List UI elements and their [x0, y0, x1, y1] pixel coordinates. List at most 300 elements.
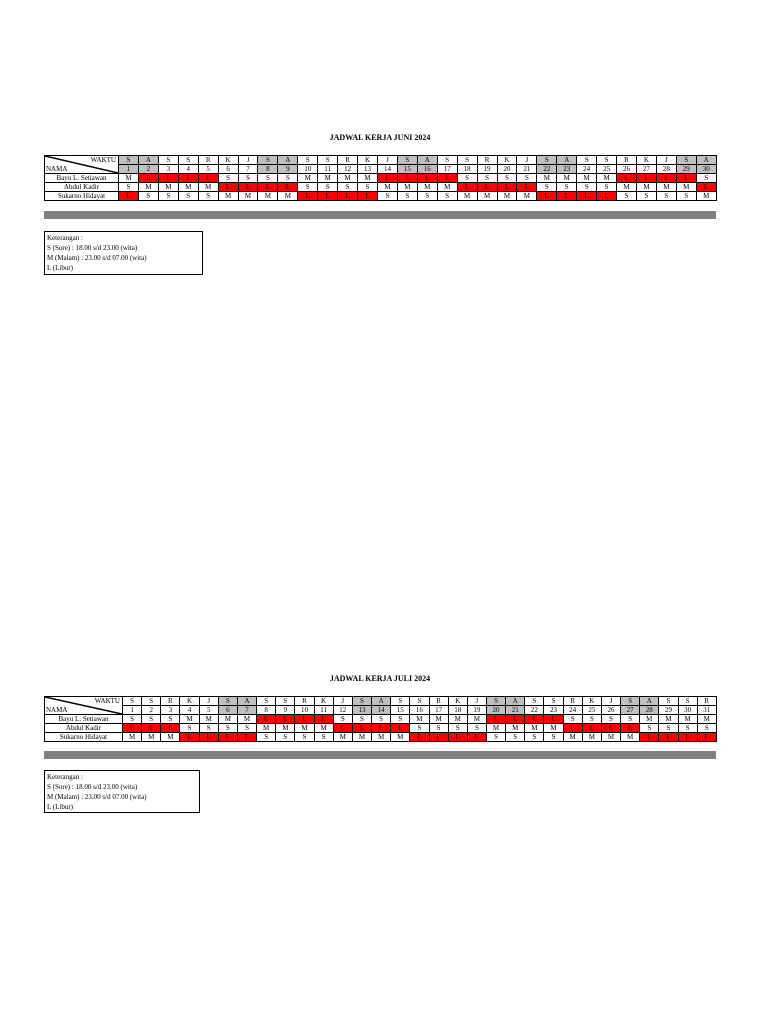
date-cell: 26: [617, 165, 637, 174]
shift-cell: L: [497, 183, 517, 192]
date-cell: 11: [318, 165, 338, 174]
shift-cell: M: [429, 715, 448, 724]
day-letter-cell: S: [142, 697, 161, 706]
shift-cell: S: [617, 192, 637, 201]
shift-cell: S: [448, 724, 467, 733]
shift-cell: L: [577, 192, 597, 201]
shift-cell: L: [295, 715, 314, 724]
day-letter-cell: J: [656, 156, 676, 165]
shift-cell: S: [276, 733, 295, 742]
shift-cell: L: [178, 174, 198, 183]
shift-cell: M: [142, 733, 161, 742]
shift-cell: M: [218, 192, 238, 201]
header-corner-cell: [45, 156, 119, 174]
shift-cell: M: [333, 733, 352, 742]
date-cell: 8: [257, 706, 276, 715]
shift-cell: L: [563, 724, 582, 733]
day-letter-cell: S: [397, 156, 417, 165]
shift-cell: M: [237, 715, 256, 724]
date-cell: 19: [467, 706, 486, 715]
date-cell: 24: [577, 165, 597, 174]
shift-cell: L: [429, 733, 448, 742]
shift-cell: L: [237, 733, 256, 742]
day-letter-cell: S: [218, 697, 237, 706]
shift-cell: L: [557, 192, 577, 201]
shift-cell: S: [676, 192, 696, 201]
shift-cell: M: [298, 174, 318, 183]
shift-cell: M: [180, 715, 199, 724]
shift-cell: S: [636, 192, 656, 201]
shift-cell: L: [276, 715, 295, 724]
shift-cell: L: [506, 715, 525, 724]
day-letter-cell: J: [601, 697, 620, 706]
shift-cell: L: [298, 192, 318, 201]
date-cell: 31: [697, 706, 716, 715]
date-cell: 27: [636, 165, 656, 174]
date-cell: 14: [377, 165, 397, 174]
date-cell: 3: [158, 165, 178, 174]
shift-cell: M: [119, 174, 139, 183]
shift-cell: M: [338, 174, 358, 183]
employee-row: [45, 724, 717, 733]
day-letter-cell: A: [506, 697, 525, 706]
date-cell: 13: [358, 165, 378, 174]
shift-cell: L: [448, 733, 467, 742]
shift-cell: S: [557, 183, 577, 192]
shift-cell: L: [198, 174, 218, 183]
legend-heading: Keterangan :: [47, 773, 83, 781]
shift-cell: M: [621, 733, 640, 742]
day-letter-cell: J: [517, 156, 537, 165]
shift-cell: S: [582, 715, 601, 724]
shift-cell: S: [138, 192, 158, 201]
shift-cell: L: [659, 733, 678, 742]
shift-cell: S: [537, 183, 557, 192]
day-letter-cell: A: [237, 697, 256, 706]
shift-cell: S: [333, 715, 352, 724]
shift-cell: L: [477, 183, 497, 192]
shift-cell: S: [497, 174, 517, 183]
day-letter-cell: S: [437, 156, 457, 165]
schedule-table-june: [44, 155, 717, 201]
shift-cell: S: [352, 715, 371, 724]
shift-cell: S: [437, 192, 457, 201]
shift-cell: L: [372, 724, 391, 733]
shift-cell: S: [486, 733, 505, 742]
shift-cell: M: [678, 715, 697, 724]
shift-cell: M: [563, 733, 582, 742]
date-cell: 17: [429, 706, 448, 715]
shift-cell: M: [138, 183, 158, 192]
shift-cell: M: [697, 715, 716, 724]
shift-cell: S: [238, 174, 258, 183]
header-corner-cell: [45, 697, 123, 715]
date-cell: 8: [258, 165, 278, 174]
day-letter-cell: J: [333, 697, 352, 706]
day-letter-cell: S: [659, 697, 678, 706]
schedule-title-july: JADWAL KERJA JULI 2024: [329, 674, 431, 683]
shift-cell: L: [597, 192, 617, 201]
day-letter-cell: R: [617, 156, 637, 165]
shift-cell: M: [506, 724, 525, 733]
shift-cell: M: [199, 715, 218, 724]
shift-cell: M: [448, 715, 467, 724]
day-letter-cell: R: [477, 156, 497, 165]
date-row: [45, 706, 717, 715]
shift-cell: M: [659, 715, 678, 724]
day-letter-cell: K: [314, 697, 333, 706]
date-cell: 6: [218, 165, 238, 174]
date-cell: 18: [457, 165, 477, 174]
date-cell: 7: [238, 165, 258, 174]
day-letter-cell: J: [199, 697, 218, 706]
shift-cell: L: [617, 174, 637, 183]
day-letter-cell: K: [180, 697, 199, 706]
shift-cell: L: [218, 733, 237, 742]
day-letter-cell: S: [537, 156, 557, 165]
shift-cell: L: [621, 724, 640, 733]
date-cell: 25: [597, 165, 617, 174]
shift-cell: S: [597, 183, 617, 192]
shift-cell: L: [486, 715, 505, 724]
shift-cell: M: [497, 192, 517, 201]
shift-cell: S: [656, 192, 676, 201]
day-letter-cell: R: [161, 697, 180, 706]
shift-cell: M: [278, 192, 298, 201]
day-letter-cell: A: [417, 156, 437, 165]
date-cell: 22: [525, 706, 544, 715]
shift-cell: M: [372, 733, 391, 742]
shift-cell: S: [525, 733, 544, 742]
day-letter-cell: K: [582, 697, 601, 706]
shift-cell: S: [517, 174, 537, 183]
day-letter-cell: R: [295, 697, 314, 706]
day-letter-cell: S: [544, 697, 563, 706]
shift-cell: L: [525, 715, 544, 724]
legend-box-june: [44, 231, 203, 275]
shift-cell: S: [358, 183, 378, 192]
date-cell: 3: [161, 706, 180, 715]
shift-cell: M: [656, 183, 676, 192]
date-cell: 22: [537, 165, 557, 174]
employee-name-cell: Sukarno Hidayat: [45, 192, 119, 201]
shift-cell: S: [119, 183, 139, 192]
employee-name-cell: Bayu L. Setiawan: [45, 174, 119, 183]
shift-cell: M: [696, 192, 716, 201]
employee-name-cell: Bayu L. Setiawan: [45, 715, 123, 724]
date-cell: 16: [410, 706, 429, 715]
day-letter-cell: R: [697, 697, 716, 706]
shift-cell: L: [636, 174, 656, 183]
day-letter-cell: S: [119, 156, 139, 165]
day-letter-cell: R: [198, 156, 218, 165]
shift-cell: M: [636, 183, 656, 192]
date-cell: 21: [506, 706, 525, 715]
table-footer-bar: [44, 211, 716, 219]
date-cell: 20: [486, 706, 505, 715]
day-letter-cell: S: [577, 156, 597, 165]
shift-cell: L: [158, 174, 178, 183]
shift-cell: L: [257, 715, 276, 724]
shift-cell: S: [417, 192, 437, 201]
shift-cell: M: [238, 192, 258, 201]
date-cell: 7: [237, 706, 256, 715]
shift-cell: M: [544, 724, 563, 733]
shift-cell: L: [697, 733, 716, 742]
date-cell: 10: [295, 706, 314, 715]
day-letter-cell: J: [377, 156, 397, 165]
shift-cell: L: [517, 183, 537, 192]
shift-cell: M: [314, 724, 333, 733]
shift-cell: L: [352, 724, 371, 733]
date-cell: 14: [372, 706, 391, 715]
date-cell: 12: [338, 165, 358, 174]
shift-cell: L: [656, 174, 676, 183]
date-cell: 29: [676, 165, 696, 174]
shift-cell: M: [437, 183, 457, 192]
shift-cell: M: [537, 174, 557, 183]
shift-cell: L: [138, 174, 158, 183]
schedule-title-june: JADWAL KERJA JUNI 2024: [329, 133, 431, 142]
day-letter-cell: S: [391, 697, 410, 706]
date-cell: 21: [517, 165, 537, 174]
date-cell: 18: [448, 706, 467, 715]
legend-heading: Keterangan :: [47, 234, 83, 242]
date-cell: 6: [218, 706, 237, 715]
shift-cell: M: [352, 733, 371, 742]
employee-row: [45, 715, 717, 724]
day-letter-cell: A: [557, 156, 577, 165]
legend-line-libur: L (Libur): [47, 264, 73, 272]
day-letter-cell: K: [636, 156, 656, 165]
schedule-table-july: [44, 696, 717, 742]
corner-label-nama: NAMA: [46, 706, 68, 714]
date-cell: 2: [138, 165, 158, 174]
shift-cell: M: [640, 715, 659, 724]
day-letter-cell: R: [429, 697, 448, 706]
shift-cell: M: [123, 733, 142, 742]
date-cell: 4: [178, 165, 198, 174]
date-cell: 25: [582, 706, 601, 715]
shift-cell: L: [377, 174, 397, 183]
day-letter-cell: A: [640, 697, 659, 706]
date-cell: 5: [198, 165, 218, 174]
date-cell: 2: [142, 706, 161, 715]
shift-cell: S: [123, 715, 142, 724]
shift-cell: M: [582, 733, 601, 742]
day-letter-cell: S: [178, 156, 198, 165]
shift-cell: M: [676, 183, 696, 192]
day-letter-cell: S: [123, 697, 142, 706]
shift-cell: S: [180, 724, 199, 733]
day-letter-cell: A: [278, 156, 298, 165]
shift-cell: M: [601, 733, 620, 742]
employee-name-cell: Sukarno Hidayat: [45, 733, 123, 742]
date-cell: 5: [199, 706, 218, 715]
day-letter-cell: S: [276, 697, 295, 706]
date-cell: 11: [314, 706, 333, 715]
shift-cell: L: [397, 174, 417, 183]
shift-cell: S: [377, 192, 397, 201]
day-letter-cell: K: [358, 156, 378, 165]
shift-cell: L: [161, 724, 180, 733]
shift-cell: S: [314, 733, 333, 742]
date-cell: 12: [333, 706, 352, 715]
shift-cell: M: [158, 183, 178, 192]
shift-cell: S: [142, 715, 161, 724]
shift-cell: M: [377, 183, 397, 192]
date-cell: 30: [696, 165, 716, 174]
shift-cell: M: [198, 183, 218, 192]
shift-cell: M: [178, 183, 198, 192]
shift-cell: L: [314, 715, 333, 724]
shift-cell: L: [467, 733, 486, 742]
date-cell: 23: [557, 165, 577, 174]
shift-cell: M: [525, 724, 544, 733]
shift-cell: S: [678, 724, 697, 733]
day-letter-cell: S: [525, 697, 544, 706]
date-cell: 16: [417, 165, 437, 174]
shift-cell: M: [161, 733, 180, 742]
shift-cell: S: [295, 733, 314, 742]
date-cell: 26: [601, 706, 620, 715]
shift-cell: S: [397, 192, 417, 201]
day-letter-cell: A: [138, 156, 158, 165]
date-cell: 10: [298, 165, 318, 174]
shift-cell: M: [517, 192, 537, 201]
employee-row: [45, 174, 717, 183]
day-letter-cell: S: [676, 156, 696, 165]
shift-cell: L: [676, 174, 696, 183]
shift-cell: L: [601, 724, 620, 733]
day-letter-row: [45, 156, 717, 165]
employee-row: [45, 192, 717, 201]
day-letter-cell: S: [298, 156, 318, 165]
legend-line-malam: M (Malam) : 23.00 s/d 07.00 (wita): [47, 793, 147, 801]
shift-cell: S: [161, 715, 180, 724]
employee-name-cell: Abdul Kadir: [45, 183, 119, 192]
shift-cell: M: [410, 715, 429, 724]
shift-cell: L: [258, 183, 278, 192]
shift-cell: M: [577, 174, 597, 183]
date-cell: 23: [544, 706, 563, 715]
date-cell: 1: [123, 706, 142, 715]
shift-cell: S: [298, 183, 318, 192]
employee-row: [45, 183, 717, 192]
day-letter-cell: S: [678, 697, 697, 706]
legend-line-sore: S (Sore) : 18.00 s/d 23.00 (wita): [47, 244, 138, 252]
shift-cell: S: [199, 724, 218, 733]
day-letter-cell: A: [696, 156, 716, 165]
date-cell: 1: [119, 165, 139, 174]
shift-cell: L: [278, 183, 298, 192]
shift-cell: S: [696, 174, 716, 183]
shift-cell: L: [142, 724, 161, 733]
shift-cell: S: [218, 174, 238, 183]
day-letter-cell: R: [563, 697, 582, 706]
date-cell: 9: [276, 706, 295, 715]
shift-cell: L: [358, 192, 378, 201]
date-cell: 17: [437, 165, 457, 174]
shift-cell: L: [180, 733, 199, 742]
day-letter-cell: S: [621, 697, 640, 706]
shift-cell: L: [338, 192, 358, 201]
shift-cell: S: [477, 174, 497, 183]
date-cell: 30: [678, 706, 697, 715]
date-cell: 27: [621, 706, 640, 715]
shift-cell: L: [199, 733, 218, 742]
corner-label-nama: NAMA: [46, 165, 68, 173]
date-cell: 20: [497, 165, 517, 174]
shift-cell: M: [276, 724, 295, 733]
shift-cell: L: [218, 183, 238, 192]
employee-name-cell: Abdul Kadir: [45, 724, 123, 733]
shift-cell: S: [410, 724, 429, 733]
day-letter-cell: S: [597, 156, 617, 165]
shift-cell: M: [258, 192, 278, 201]
shift-cell: S: [429, 724, 448, 733]
date-cell: 13: [352, 706, 371, 715]
day-letter-cell: S: [257, 697, 276, 706]
corner-label-waktu: WAKTU: [94, 697, 120, 705]
shift-cell: S: [659, 724, 678, 733]
shift-cell: L: [391, 724, 410, 733]
shift-cell: S: [237, 724, 256, 733]
date-cell: 28: [656, 165, 676, 174]
date-cell: 4: [180, 706, 199, 715]
shift-cell: L: [238, 183, 258, 192]
shift-cell: L: [119, 192, 139, 201]
day-letter-cell: K: [218, 156, 238, 165]
shift-cell: L: [582, 724, 601, 733]
date-cell: 29: [659, 706, 678, 715]
shift-cell: L: [123, 724, 142, 733]
day-letter-cell: S: [258, 156, 278, 165]
shift-cell: M: [391, 733, 410, 742]
corner-label-waktu: WAKTU: [90, 156, 116, 164]
shift-cell: L: [318, 192, 338, 201]
shift-cell: L: [537, 192, 557, 201]
shift-cell: L: [696, 183, 716, 192]
shift-cell: M: [358, 174, 378, 183]
table-footer-bar: [44, 751, 716, 759]
shift-cell: S: [178, 192, 198, 201]
shift-cell: L: [457, 183, 477, 192]
legend-line-malam: M (Malam) : 23.00 s/d 07.00 (wita): [47, 254, 147, 262]
day-letter-cell: J: [238, 156, 258, 165]
shift-cell: S: [563, 715, 582, 724]
date-cell: 9: [278, 165, 298, 174]
date-row: [45, 165, 717, 174]
day-letter-cell: A: [372, 697, 391, 706]
shift-cell: M: [477, 192, 497, 201]
shift-cell: M: [417, 183, 437, 192]
shift-cell: L: [678, 733, 697, 742]
shift-cell: M: [457, 192, 477, 201]
shift-cell: L: [417, 174, 437, 183]
shift-cell: S: [457, 174, 477, 183]
shift-cell: M: [486, 724, 505, 733]
shift-cell: S: [218, 724, 237, 733]
shift-cell: S: [278, 174, 298, 183]
shift-cell: M: [257, 724, 276, 733]
shift-cell: M: [557, 174, 577, 183]
shift-cell: S: [198, 192, 218, 201]
shift-cell: S: [372, 715, 391, 724]
shift-cell: M: [318, 174, 338, 183]
shift-cell: S: [621, 715, 640, 724]
day-letter-cell: K: [448, 697, 467, 706]
